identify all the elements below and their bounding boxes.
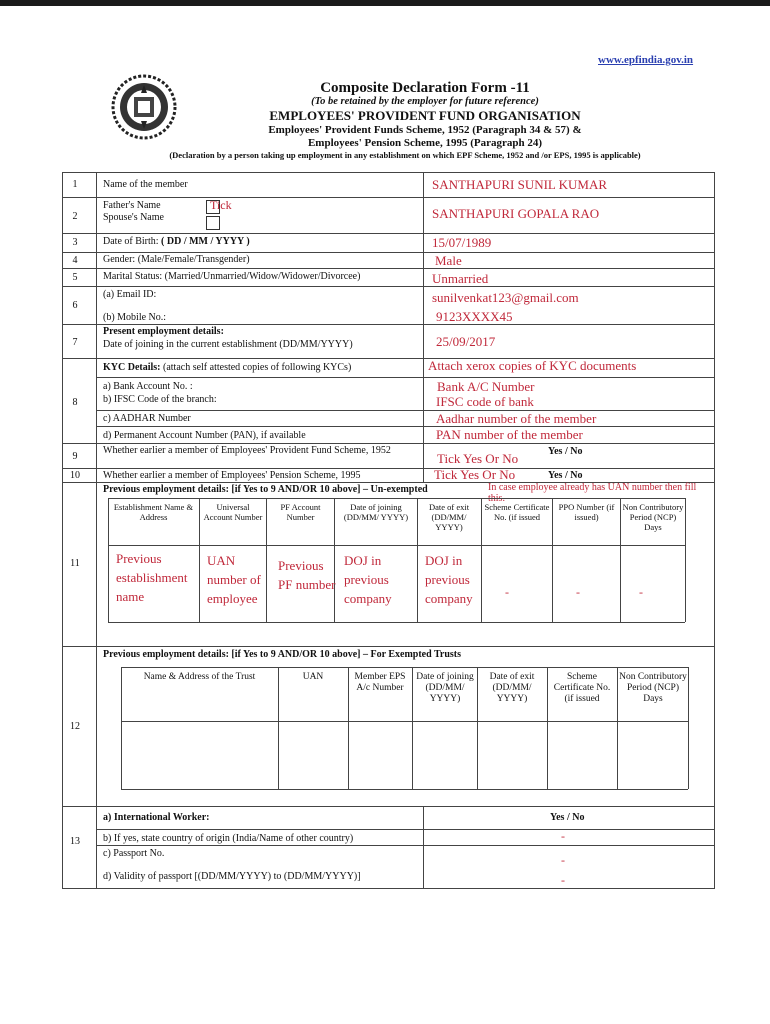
col-trust-doe: Date of exit (DD/MM/ YYYY): [489, 672, 535, 704]
fathers-name-label: Father's Name: [103, 200, 161, 211]
scheme-line-2: Employees' Pension Scheme, 1995 (Paragraph 24): [307, 137, 543, 149]
international-worker-label: a) International Worker:: [103, 812, 210, 823]
spouses-name-label: Spouse's Name: [103, 212, 164, 223]
col-trust-doj: Date of joining (DD/MM/ YYYY): [416, 672, 474, 704]
col-ncp: Non Contributory Period (NCP) Days: [622, 502, 684, 532]
member-name-label: Name of the member: [103, 179, 188, 190]
bank-account-value[interactable]: Bank A/C Number: [437, 379, 535, 394]
row-13-number: 13: [70, 836, 80, 847]
ifsc-label: b) IFSC Code of the branch:: [103, 394, 217, 405]
form-title: Composite Declaration Form -11: [320, 80, 530, 96]
row-11-number: 11: [70, 558, 80, 569]
spouses-name-checkbox[interactable]: [206, 216, 220, 230]
prev-ppo-cell[interactable]: -: [576, 585, 580, 599]
col-scheme-cert: Scheme Certificate No. (if issued: [484, 502, 550, 522]
col-uan: Universal Account Number: [203, 502, 263, 522]
present-employment-heading: Present employment details:: [103, 326, 224, 337]
organisation-name: EMPLOYEES' PROVIDENT FUND ORGANISATION: [269, 108, 581, 123]
gender-value[interactable]: Male: [435, 253, 462, 268]
row-12-number: 12: [70, 721, 80, 732]
kyc-instruction: Attach xerox copies of KYC documents: [428, 358, 637, 373]
prev-establishment-cell[interactable]: Previous establishment name: [116, 551, 188, 604]
epf-member-value[interactable]: Tick Yes Or No: [437, 451, 519, 466]
dob-format: ( DD / MM / YYYY ): [161, 236, 250, 247]
col-trust-uan: UAN: [302, 672, 324, 682]
prev-ncp-cell[interactable]: -: [639, 585, 643, 599]
col-trust-ncp: Non Contributory Period (NCP) Days: [619, 672, 687, 704]
pan-label: d) Permanent Account Number (PAN), if available: [103, 430, 306, 441]
form-subtitle: (To be retained by the employer for future reference): [311, 96, 539, 107]
mobile-value[interactable]: 9123XXXX45: [436, 309, 513, 324]
dob-value[interactable]: 15/07/1989: [432, 235, 492, 250]
col-doj: Date of joining (DD/MM/ YYYY): [343, 502, 409, 522]
prev-scheme-cert-cell[interactable]: -: [505, 585, 509, 599]
eps-member-value[interactable]: Tick Yes Or No: [434, 467, 516, 482]
row-8-number: 8: [72, 397, 78, 408]
row-10-number: 10: [70, 470, 80, 481]
country-of-origin-value[interactable]: -: [561, 829, 565, 843]
col-trust-scheme-cert: Scheme Certificate No. (if issued: [553, 672, 611, 704]
row-6-number: 6: [72, 300, 78, 311]
col-doe: Date of exit (DD/MM/ YYYY): [428, 502, 470, 532]
pan-value[interactable]: PAN number of the member: [436, 427, 583, 442]
passport-number-label: c) Passport No.: [103, 848, 165, 859]
col-establishment: Establishment Name & Address: [113, 502, 194, 522]
gender-label: Gender: (Male/Female/Transgender): [103, 254, 250, 265]
mobile-label: (b) Mobile No.:: [103, 312, 167, 323]
col-trust-name: Name & Address of the Trust: [143, 672, 256, 682]
row-3-number: 3: [72, 237, 78, 248]
bank-account-label: a) Bank Account No. :: [103, 381, 193, 392]
international-worker-yes-no[interactable]: Yes / No: [550, 812, 585, 823]
prev-doj-cell[interactable]: DOJ in previous company: [344, 553, 392, 606]
aadhar-value[interactable]: Aadhar number of the member: [436, 411, 597, 426]
col-eps-account: Member EPS A/c Number: [354, 672, 406, 693]
passport-validity-value[interactable]: -: [561, 873, 565, 887]
epf-member-yes-no[interactable]: Yes / No: [548, 446, 583, 457]
unexempted-heading: Previous employment details: [if Yes to 9 AND/OR 10 above] – Un-exempted: [103, 484, 428, 495]
col-pf-account: PF Account Number: [280, 502, 321, 522]
row-9-number: 9: [72, 451, 78, 462]
row-1-number: 1: [72, 179, 78, 190]
exempted-heading: Previous employment details: [if Yes to 9 AND/OR 10 above] – For Exempted Trusts: [103, 649, 462, 660]
ifsc-value[interactable]: IFSC code of bank: [436, 394, 534, 409]
scheme-line-1: Employees' Provident Funds Scheme, 1952 (Paragraph 34 & 57) &: [268, 124, 582, 136]
aadhar-label: c) AADHAR Number: [103, 413, 191, 424]
email-value[interactable]: sunilvenkat123@gmail.com: [432, 290, 579, 305]
prev-doe-cell[interactable]: DOJ in previous company: [425, 553, 473, 606]
kyc-heading-bold: KYC Details:: [103, 362, 161, 373]
prev-pf-cell[interactable]: Previous PF number: [278, 558, 336, 592]
dob-label: [103, 236, 250, 247]
epf-member-label: Whether earlier a member of Employees' Provident Fund Scheme, 1952: [103, 445, 391, 456]
country-of-origin-label: b) If yes, state country of origin (India/Name of other country): [103, 833, 354, 844]
marital-status-value[interactable]: Unmarried: [432, 271, 489, 286]
website-link[interactable]: www.epfindia.gov.in: [598, 54, 694, 66]
declaration-note: (Declaration by a person taking up employment in any establishment on which EPF Scheme, 1952 and /or EPS, 1995 is applicable): [169, 150, 641, 160]
doj-current-value[interactable]: 25/09/2017: [436, 334, 496, 349]
row-4-number: 4: [72, 255, 78, 266]
col-ppo: PPO Number (if issued): [558, 502, 615, 522]
member-name-value[interactable]: SANTHAPURI SUNIL KUMAR: [432, 177, 608, 192]
passport-number-value[interactable]: -: [561, 853, 565, 867]
passport-validity-label: d) Validity of passport [(DD/MM/YYYY) to (DD/MM/YYYY)]: [103, 871, 361, 882]
eps-member-yes-no[interactable]: Yes / No: [548, 470, 583, 481]
kyc-heading-note: (attach self attested copies of following KYCs): [160, 362, 352, 373]
prev-uan-cell[interactable]: UAN number of employee: [207, 553, 261, 606]
row-5-number: 5: [72, 272, 78, 283]
tick-annotation: Tick: [210, 198, 232, 212]
email-label: (a) Email ID:: [103, 289, 157, 300]
dob-label-text: Date of Birth:: [103, 236, 162, 247]
eps-member-label: Whether earlier a member of Employees' Pension Scheme, 1995: [103, 470, 361, 481]
kyc-heading: [103, 362, 351, 373]
row-7-number: 7: [72, 337, 78, 348]
row-2-number: 2: [72, 211, 78, 222]
uan-note: In case employee already has UAN number then fill: [488, 482, 697, 493]
doj-current-label: Date of joining in the current establishment (DD/MM/YYYY): [103, 339, 353, 350]
scan-top-edge: [0, 0, 770, 6]
marital-status-label: Marital Status: (Married/Unmarried/Widow/Widower/Divorcee): [103, 271, 361, 282]
father-spouse-name-value[interactable]: SANTHAPURI GOPALA RAO: [432, 206, 600, 221]
